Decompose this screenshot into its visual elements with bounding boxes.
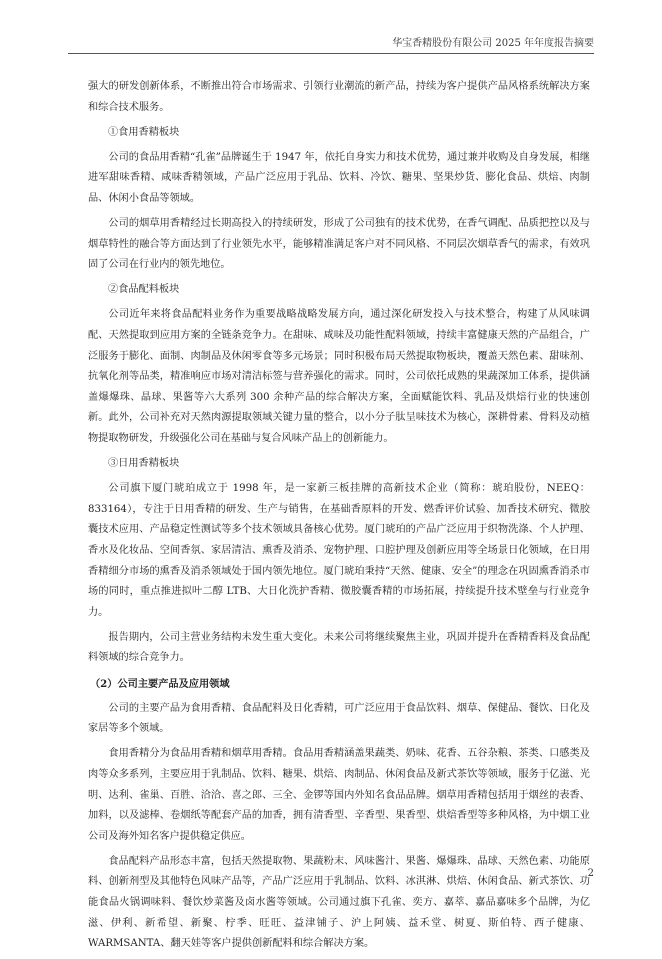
paragraph-daily-flavor: 公司旗下厦门琥珀成立于 1998 年，是一家新三板挂牌的高新技术企业（简称：琥珀股份，NEEQ：833164），专注于日用香精的研发、生产与销售，在基础香原料的开发、燃香评价试验、加香技术研究、微胶囊技术应用、产品稳定性测试等多个技术领域具备核心优势。厦门琥珀的产品广泛应用于织物洗涤、个人护理、香水及化妆品、空间香氛、家居清洁、熏香及消杀、宠物护理、口腔护理及创新应用等全场景日化领域，在日用香精细分市场的熏香及消杀领域处于国内领先地位。厦门琥珀秉持“天然、健康、安全”的理念在巩固熏香消杀市场的同时，重点推进拟叶二醇 LTB、大日化洗护香精、微胶囊香精的市场拓展，持续提升技术壁垒与行业竞争力。 xyxy=(88,483,590,618)
section-heading-products: （2）公司主要产品及应用领域 xyxy=(90,677,230,690)
paragraph-ingredient-products: 食品配料产品形态丰富，包括天然提取物、果蔬粉末、风味酱汁、果酱、爆爆珠、晶球、天然色素、功能原料、创新剂型及其他特色风味产品等，产品广泛应用于乳制品、饮料、冰淇淋、烘焙、休闲食品、新式茶饮、功能食品火锅调味料、餐饮炒菜酱及卤水酱等领域。公司通过旗下孔雀、奕方、嘉萃、嘉品嘉味多个品牌，为亿滋、伊利、新希望、新聚、柠季、旺旺、益津铺子、沪上阿姨、益禾堂、树夏、斯伯特、西子健康、WARMSANTA、翻天娃等客户提供创新配料和综合解决方案。 xyxy=(88,855,590,950)
paragraph-flavor-products: 食用香精分为食品用香精和烟草用香精。食品用香精涵盖果蔬类、奶味、花香、五谷杂粮、茶类、口感类及肉等众多系列，主要应用于乳制品、饮料、糖果、烘焙、肉制品、休闲食品及新式茶饮等领域，服务于亿滋、光明、达利、雀巢、百胜、洽洽、喜之郎、三全、金锣等国内外知名食品品牌。烟草用香精包括用于烟丝的表香、加料，以及滤棒、卷烟纸等配套产品的加香，拥有清香型、辛香型、果香型、烘焙香型等多种风格，为中烟工业公司及海外知名客户提供稳定供应。 xyxy=(88,748,590,842)
paragraph-tobacco-flavor: 公司的烟草用香精经过长期高投入的持续研发，形成了公司独有的技术优势，在香气调配、品质把控以及与烟草特性的融合等方面达到了行业领先水平，能够精准满足客户对不同风格、不同层次烟草香气的需求，有效巩固了公司在行业内的领先地位。 xyxy=(88,218,590,271)
paragraph-food-flavor: 公司的食品用香精“孔雀”品牌诞生于 1947 年，依托自身实力和技术优势，通过兼并收购及自身发展，相继进军甜味香精、咸味香精领域，产品广泛应用于乳品、饮料、冷饮、糖果、坚果炒货、膨化食品、烘焙、肉制品、休闲小食品等领域。 xyxy=(88,151,590,204)
document-body xyxy=(88,77,590,959)
section-heading-food-ingredients: ②食品配料板块 xyxy=(108,284,180,296)
section-heading-daily-flavor: ③日用香精板块 xyxy=(108,458,180,470)
paragraph-intro: 强大的研发创新体系，不断推出符合市场需求、引领行业潮流的新产品，持续为客户提供产品风格系统解决方案和综合技术服务。 xyxy=(88,81,590,113)
report-title: 华宝香精股份有限公司 2025 年年度报告摘要 xyxy=(392,38,594,49)
section-heading-food-flavor: ①食用香精板块 xyxy=(108,126,180,138)
page-number: 2 xyxy=(587,868,594,879)
page-header xyxy=(68,34,594,54)
paragraph-food-ingredients: 公司近年来将食品配料业务作为重要战略战略发展方向，通过深化研发投入与技术整合，构建了从风味调配、天然提取到应用方案的全链条竞争力。在甜味、咸味及功能性配料领域，持续丰富健康天然的产品组合，广泛服务于膨化、面制、肉制品及休闲零食等多元场景；同时积极布局天然提取物板块，覆盖天然色素、甜味剂、抗氧化剂等品类，精准响应市场对清洁标签与营养强化的需求。同时，公司依托成熟的果蔬深加工体系，提供涵盖爆爆珠、晶球、果酱等六大系列 300 余种产品的综合解决方案，全面赋能饮料、乳品及烘焙行业的快速创新。此外，公司补充对天然肉源提取领域关键力量的整合，以小分子肽呈味技术为核心，深耕骨素、骨料及动植物提取物研发，升级强化公司在基础与复合风味产品上的创新能力。 xyxy=(88,309,590,444)
paragraph-main-products: 公司的主要产品为食用香精、食品配料及日化香精，可广泛应用于食品饮料、烟草、保健品、餐饮、日化及家居等多个领域。 xyxy=(88,702,590,735)
paragraph-reporting-period: 报告期内，公司主营业务结构未发生重大变化。未来公司将继续聚焦主业，巩固并提升在香精香料及食品配料领域的综合竞争力。 xyxy=(88,631,590,664)
